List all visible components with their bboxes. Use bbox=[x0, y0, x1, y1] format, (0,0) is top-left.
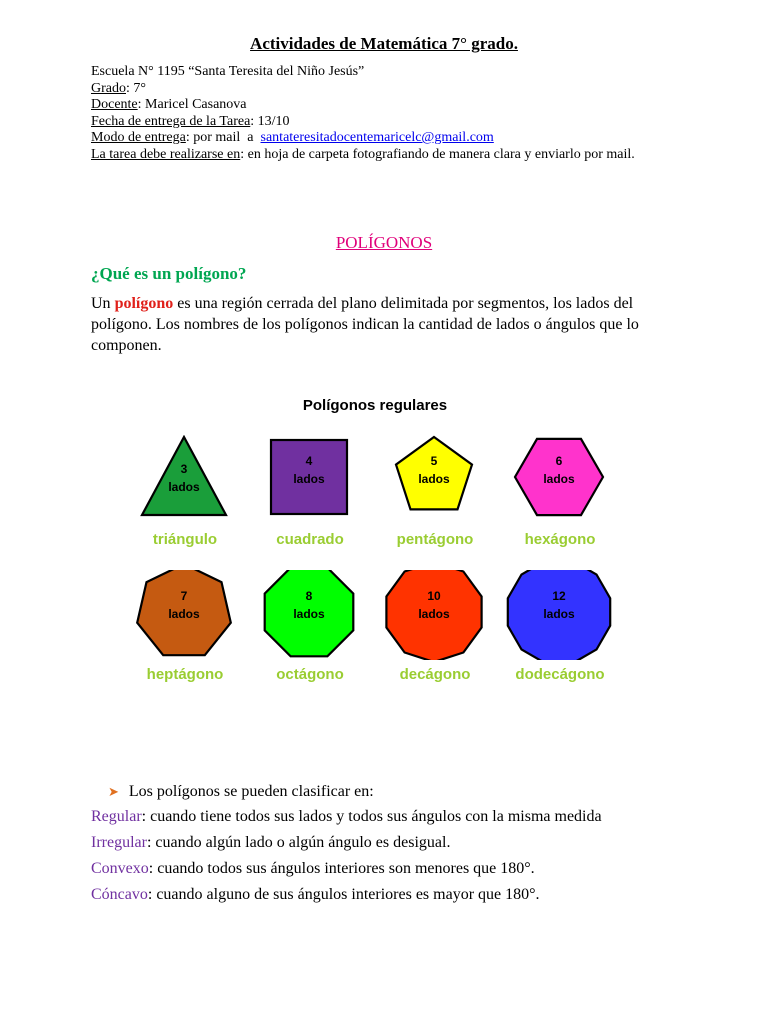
polygon-item bbox=[245, 570, 375, 683]
polygon-sides-label bbox=[269, 587, 349, 623]
sides-word: lados bbox=[293, 472, 325, 486]
sides-word: lados bbox=[418, 472, 450, 486]
sides-number: 3 bbox=[180, 462, 188, 476]
sides-number: 5 bbox=[430, 454, 438, 468]
class-item-concave bbox=[91, 882, 711, 908]
figure-title: Polígonos regulares bbox=[302, 397, 448, 414]
teacher-line bbox=[91, 97, 691, 114]
class-text: : cuando alguno de sus ángulos interiores es mayor que 180°. bbox=[147, 886, 540, 903]
polygon-item bbox=[370, 570, 500, 683]
polygon-sides-label bbox=[144, 587, 224, 623]
class-term: Regular bbox=[91, 808, 142, 825]
school-line: Escuela N° 1195 “Santa Teresita del Niño Jesús” bbox=[91, 64, 365, 79]
sides-number: 7 bbox=[180, 589, 188, 603]
delivery-label: Modo de entrega bbox=[91, 130, 186, 145]
task-line bbox=[91, 147, 691, 164]
polygon-name: triángulo bbox=[152, 531, 218, 548]
regular-polygons-figure bbox=[120, 385, 650, 715]
polygon-item bbox=[245, 435, 375, 548]
class-term: Cóncavo bbox=[91, 886, 148, 903]
class-item-convex bbox=[91, 856, 711, 882]
class-term: Irregular bbox=[91, 834, 147, 851]
polygon-item bbox=[120, 435, 250, 548]
definition-paragraph bbox=[91, 293, 681, 356]
class-text: : cuando tiene todos sus lados y todos sus ángulos con la misma medida bbox=[141, 808, 602, 825]
sides-word: lados bbox=[168, 480, 200, 494]
task-value: : en hoja de carpeta fotografiando de manera clara y enviarlo por mail. bbox=[240, 146, 635, 162]
polygon-name: dodecágono bbox=[515, 666, 605, 683]
class-term: Convexo bbox=[91, 860, 149, 877]
polygon-sides-label bbox=[394, 587, 474, 623]
delivery-value: : por mail a bbox=[185, 130, 261, 145]
teacher-value: : Maricel Casanova bbox=[137, 97, 247, 112]
sides-word: lados bbox=[543, 607, 575, 621]
teacher-label: Docente bbox=[91, 97, 138, 112]
grade-line bbox=[91, 81, 691, 98]
due-date-value: : 13/10 bbox=[250, 113, 290, 129]
polygon-name: decágono bbox=[399, 666, 471, 683]
arrow-bullet-icon: ➤ bbox=[108, 784, 119, 799]
polygon-item bbox=[495, 570, 625, 683]
polygon-sides-label bbox=[269, 452, 349, 488]
grade-value: : 7° bbox=[126, 80, 146, 96]
delivery-line bbox=[91, 130, 691, 147]
polygon-name: pentágono bbox=[396, 531, 474, 548]
polygon-sides-label bbox=[144, 460, 224, 496]
polygon-name: hexágono bbox=[524, 531, 596, 548]
email-link[interactable]: santateresitadocentemaricelc@gmail.com bbox=[260, 130, 494, 145]
sides-word: lados bbox=[168, 607, 200, 621]
grade-label: Grado bbox=[91, 80, 126, 96]
question-heading: ¿Qué es un polígono? bbox=[91, 264, 247, 283]
classification-intro bbox=[108, 780, 728, 804]
para-rest: es una región cerrada del plano delimitada por segmentos, los lados del polígono. Los nombres de los polígonos indican la cantidad de lados o ángulos que lo componen. bbox=[91, 295, 639, 354]
due-date-label: Fecha de entrega de la Tarea bbox=[91, 113, 251, 129]
page-title: Actividades de Matemática 7° grado. bbox=[250, 34, 518, 53]
assignment-meta bbox=[91, 64, 691, 163]
polygon-item bbox=[120, 570, 250, 683]
sides-number: 8 bbox=[305, 589, 313, 603]
class-text: : cuando todos sus ángulos interiores son menores que 180°. bbox=[148, 860, 535, 877]
class-item-regular bbox=[91, 804, 711, 830]
sides-number: 10 bbox=[427, 589, 441, 603]
classification-section bbox=[91, 780, 711, 908]
classification-intro-text: Los polígonos se pueden clasificar en: bbox=[128, 783, 374, 800]
sides-word: lados bbox=[543, 472, 575, 486]
sides-number: 4 bbox=[305, 454, 313, 468]
polygon-name: cuadrado bbox=[276, 531, 344, 548]
polygon-sides-label bbox=[519, 587, 599, 623]
polygon-sides-label bbox=[394, 452, 474, 488]
sides-number: 6 bbox=[555, 454, 563, 468]
polygon-name: octágono bbox=[276, 666, 344, 683]
sides-word: lados bbox=[418, 607, 450, 621]
polygon-sides-label bbox=[519, 452, 599, 488]
polygon-item bbox=[495, 435, 625, 548]
sides-word: lados bbox=[293, 607, 325, 621]
polygon-name: heptágono bbox=[146, 666, 224, 683]
class-item-irregular bbox=[91, 830, 711, 856]
para-prefix: Un bbox=[91, 295, 115, 312]
section-title: POLÍGONOS bbox=[335, 233, 433, 252]
polygon-item bbox=[370, 435, 500, 548]
task-label: La tarea debe realizarse en bbox=[91, 146, 241, 162]
sides-number: 12 bbox=[552, 589, 566, 603]
para-highlight: polígono bbox=[114, 295, 174, 312]
class-text: : cuando algún lado o algún ángulo es desigual. bbox=[146, 834, 451, 851]
due-date-line bbox=[91, 114, 691, 131]
